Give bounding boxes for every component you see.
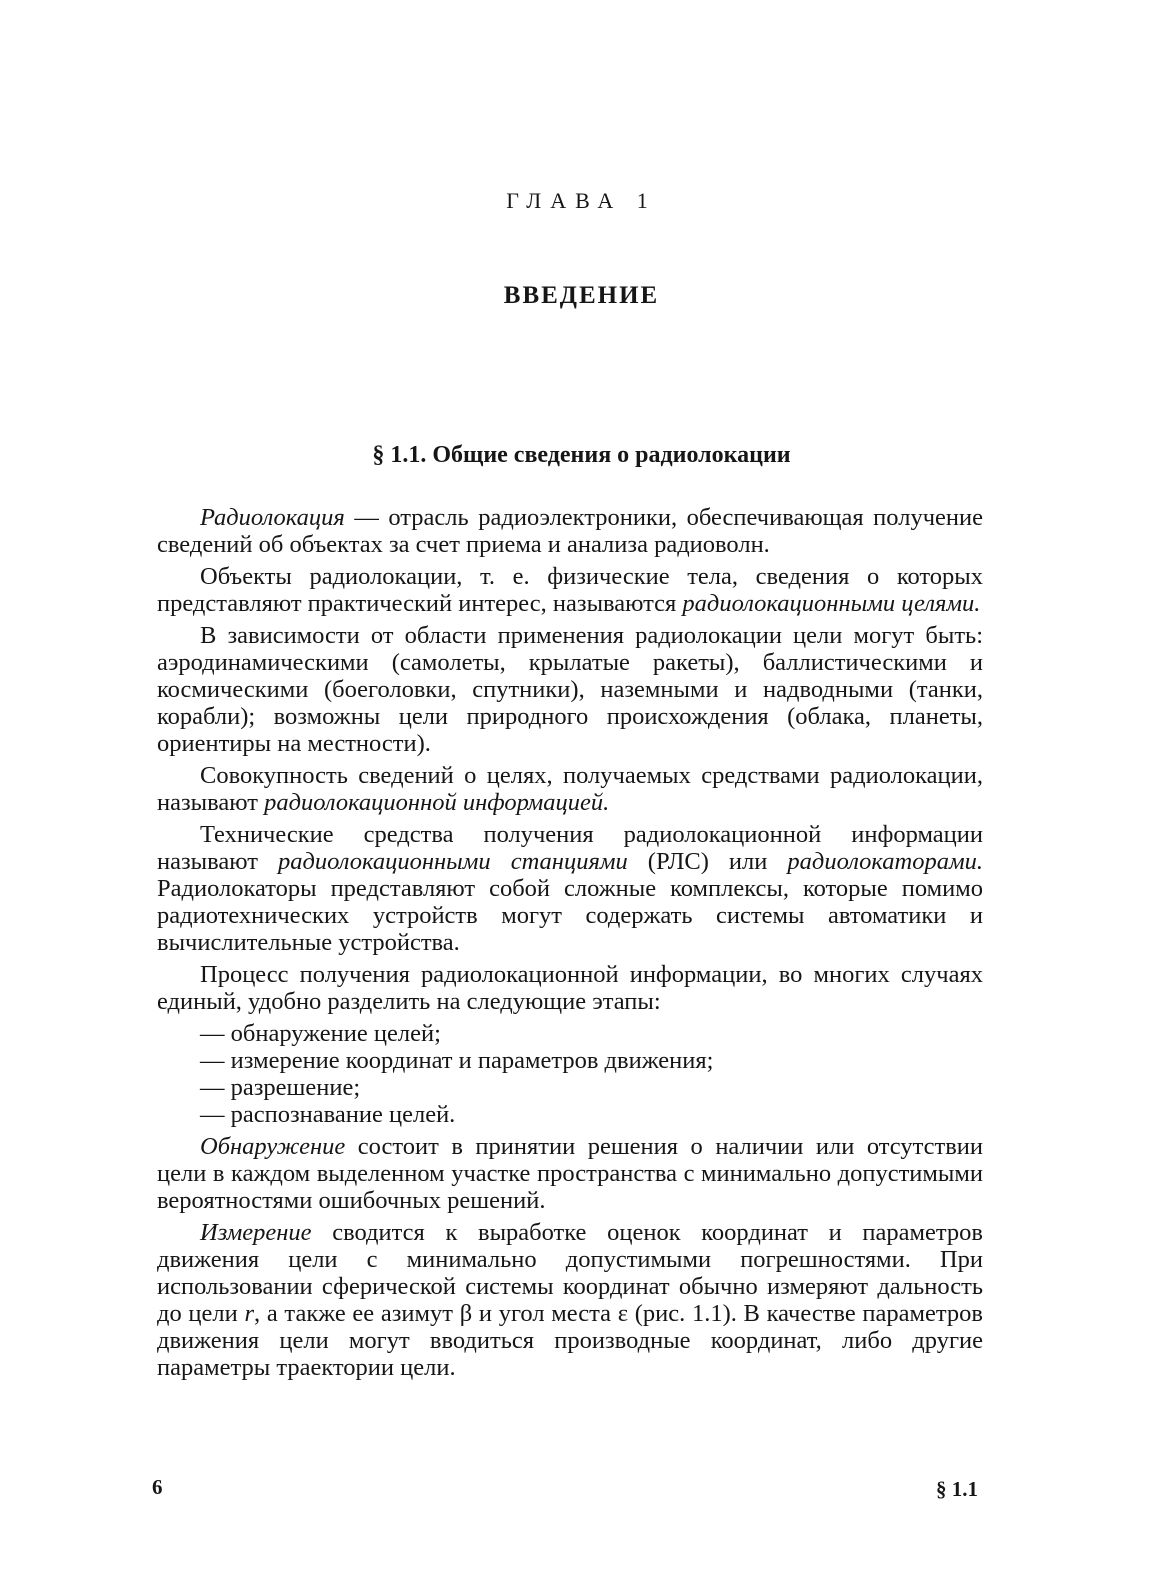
paragraph-text: Объекты радиолокации, т. е. физические тела, сведения о которых представляют практический интерес, называются (157, 563, 983, 617)
section-reference: § 1.1 (936, 1477, 978, 1501)
paragraph-text: — отрасль радиоэлектроники, обеспечивающая получение сведений об объектах за счет приема и анализа радиоволн. (157, 504, 983, 558)
term-information: радиолокационной информацией. (264, 789, 610, 816)
paragraph-text: , а также ее азимут β и угол места ε (рис. 1.1). В качестве параметров движения цели могут вводиться производные координат, либо другие параметры траектории цели. (157, 1300, 983, 1381)
paragraph-text: В зависимости от области применения радиолокации цели могут быть: аэродинамическими (самолеты, крылатые ракеты), баллистическими и космическими (боеголовки, спутники), наземными и надводными (танки, корабли); возможны цели природного происхождения (облака, планеты, ориентиры на местности). (157, 622, 983, 757)
paragraph-measurement (157, 1219, 983, 1381)
body-text (157, 504, 983, 1386)
paragraph-text: Радиолокаторы представляют собой сложные комплексы, которые помимо радиотехнических устройств могут содержать системы автоматики и вычислительные устройства. (157, 875, 983, 956)
paragraph-targets (157, 563, 983, 617)
term-stations: радиолокационными станциями (277, 848, 628, 875)
list-item: — обнаружение целей; (200, 1020, 441, 1047)
term-targets: радиолокационными целями. (682, 590, 981, 617)
list-item: — распознавание целей. (200, 1101, 456, 1128)
term-radars: радиолокаторами. (787, 848, 983, 875)
term-radiolocation: Радиолокация (200, 504, 345, 531)
paragraph-text: Совокупность сведений о целях, получаемых средствами радиолокации, называют (157, 762, 983, 816)
paragraph-detection (157, 1133, 983, 1214)
list-item: — разрешение; (200, 1074, 361, 1101)
term-detection: Обнаружение (200, 1133, 346, 1160)
paragraph-text: сводится к выработке оценок координат и параметров движения цели с минимально допустимыми погрешностями. При использовании сферической системы координат обычно измеряют дальность до цели (157, 1219, 983, 1327)
paragraph-text: (РЛС) или (627, 848, 788, 875)
paragraph-stations (157, 821, 983, 956)
variable-r: r (244, 1300, 255, 1327)
paragraph-process (157, 961, 983, 1015)
paragraph-definition (157, 504, 983, 558)
paragraph-text: состоит в принятии решения о наличии или отсутствии цели в каждом выделенном участке пространства с минимально допустимыми вероятностями ошибочных решений. (157, 1133, 983, 1214)
paragraph-text: Технические средства получения радиолокационной информации называют (157, 821, 983, 875)
paragraph-text: Процесс получения радиолокационной информации, во многих случаях единый, удобно разделить на следующие этапы: (157, 961, 983, 1015)
paragraph-target-types (157, 622, 983, 757)
page-number: 6 (152, 1475, 163, 1499)
chapter-label: ГЛАВА 1 (506, 188, 657, 213)
chapter-title: ВВЕДЕНИЕ (503, 282, 660, 309)
term-measurement: Измерение (200, 1219, 312, 1246)
paragraph-information (157, 762, 983, 816)
section-title: § 1.1. Общие сведения о радиолокации (372, 442, 791, 468)
list-item: — измерение координат и параметров движения; (200, 1047, 714, 1074)
